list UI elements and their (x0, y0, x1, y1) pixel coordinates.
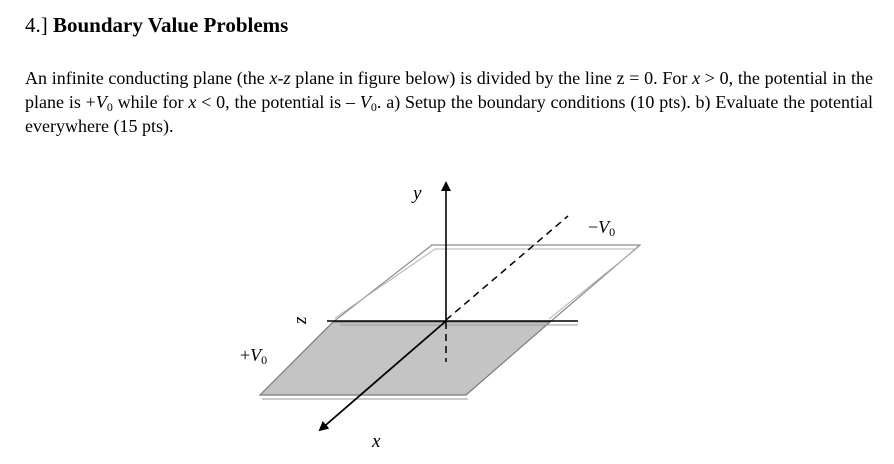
statement-var-x: x (269, 68, 278, 88)
neg-sign: − (588, 217, 599, 237)
statement-subscript: 0 (106, 100, 113, 114)
x-axis-label: x (372, 431, 381, 452)
positive-potential-label (240, 345, 267, 367)
statement-var-v: V (95, 92, 107, 112)
statement-var-z: z (283, 68, 291, 88)
statement-text: > 0, the potential in the plane is + (25, 68, 873, 112)
neg-sub: 0 (609, 225, 616, 239)
statement-var-v: V (359, 92, 371, 112)
statement-text: . a) Setup the boundary conditions (10 pts). b) Evaluate the potential everywhere (15 pts). (25, 92, 874, 136)
statement-subscript: 0 (370, 100, 377, 114)
problem-number: 4.] (25, 13, 48, 37)
problem-title: Boundary Value Problems (53, 13, 289, 37)
statement-var-x: x (692, 68, 701, 88)
neg-v: V (598, 217, 610, 237)
pos-sub: 0 (261, 353, 268, 367)
positive-half-plane (260, 322, 550, 395)
z-axis-label: z (290, 316, 311, 324)
statement-text: plane in figure below) is divided by the line z = 0. For (290, 68, 693, 88)
statement-text: < 0, the potential is – (196, 92, 360, 112)
statement-text: An infinite conducting plane (the (25, 68, 270, 88)
statement-text: while for (112, 92, 189, 112)
pos-sign: + (240, 345, 251, 365)
statement-dash: - (277, 68, 284, 88)
statement-var-x: x (188, 92, 197, 112)
negative-potential-label (588, 217, 615, 239)
pos-v: V (250, 345, 262, 365)
y-axis-label: y (413, 183, 422, 204)
negative-half-plane (333, 245, 640, 322)
